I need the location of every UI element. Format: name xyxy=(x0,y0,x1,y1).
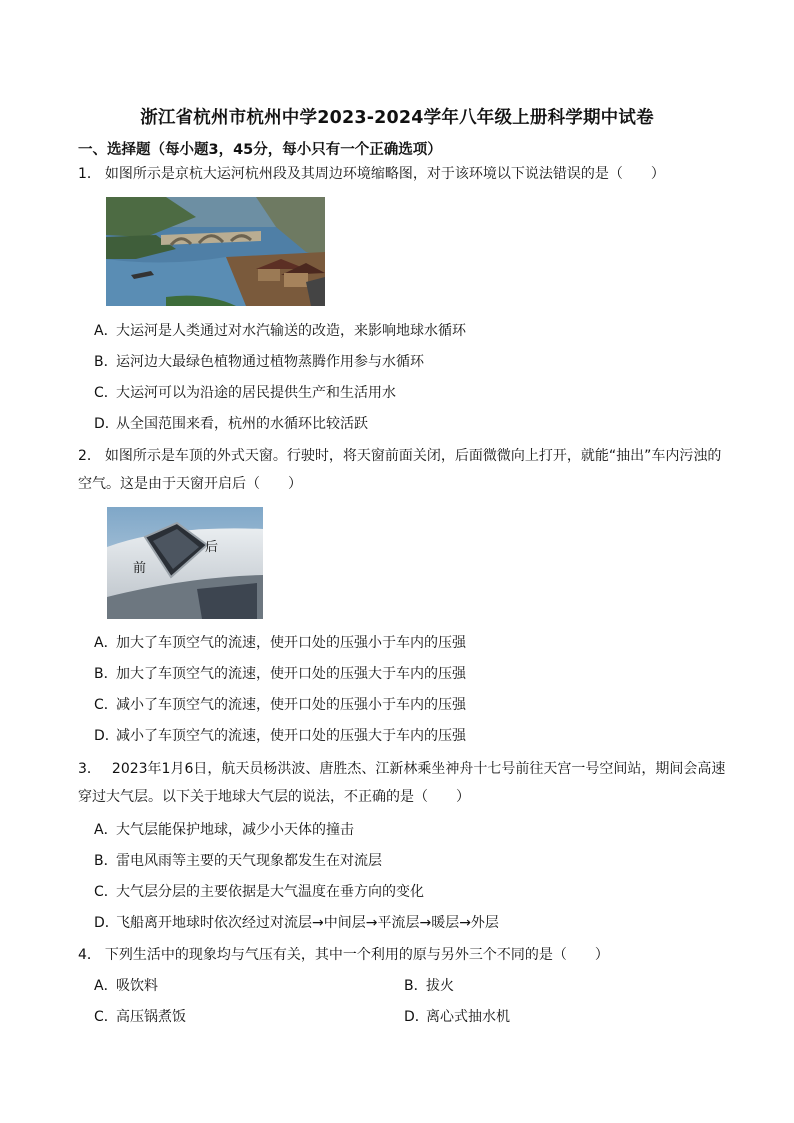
option-label: A． xyxy=(94,635,118,651)
option-text: 飞船离开地球时依次经过对流层→中间层→平流层→暖层→外层 xyxy=(116,915,499,931)
option-3a[interactable] xyxy=(94,819,354,841)
option-text: 减小了车顶空气的流速，使开口处的压强小于车内的压强 xyxy=(116,697,466,713)
question-stem: 2023年1月6日，航天员杨洪波、唐胜杰、江新林乘坐神舟十七号前往天宫一号空间站，期间会高速穿过大气层。以下关于地球大气层的说法，不正确的是（ ） xyxy=(78,761,726,805)
option-label: C． xyxy=(94,385,118,401)
option-3c[interactable] xyxy=(94,881,424,903)
question-stem: 如图所示是车顶的外式天窗。行驶时，将天窗前面关闭，后面微微向上打开，就能“抽出”车内污浊的空气。这是由于天窗开启后（ ） xyxy=(78,448,722,492)
option-label: D． xyxy=(94,728,119,744)
canal-bridge-photo xyxy=(106,197,325,306)
option-text: 高压锅煮饭 xyxy=(116,1009,186,1025)
option-4c[interactable] xyxy=(94,1006,186,1028)
question-number: 3． xyxy=(78,761,94,777)
option-label: C． xyxy=(94,1009,118,1025)
option-label: D． xyxy=(404,1009,429,1025)
exam-title: 浙江省杭州市杭州中学2023-2024学年八年级上册科学期中试卷 xyxy=(140,108,654,128)
option-3b[interactable] xyxy=(94,850,382,872)
option-label: B． xyxy=(94,354,118,370)
option-label: A． xyxy=(94,822,118,838)
option-label: A． xyxy=(94,978,118,994)
option-label: A． xyxy=(94,323,118,339)
option-text: 离心式抽水机 xyxy=(426,1009,510,1025)
option-1b[interactable] xyxy=(94,351,424,373)
option-1a[interactable] xyxy=(94,320,466,342)
option-4d[interactable] xyxy=(404,1006,510,1028)
question-4 xyxy=(78,941,728,969)
option-text: 吸饮料 xyxy=(116,978,158,994)
question-number: 1． xyxy=(78,166,101,182)
option-text: 加大了车顶空气的流速，使开口处的压强小于车内的压强 xyxy=(116,635,466,651)
option-1d[interactable] xyxy=(94,413,368,435)
question-2 xyxy=(78,442,728,498)
option-2c[interactable] xyxy=(94,694,466,716)
option-label: C． xyxy=(94,697,118,713)
car-sunroof-photo xyxy=(107,507,263,619)
option-text: 减小了车顶空气的流速，使开口处的压强大于车内的压强 xyxy=(116,728,466,744)
section-heading: 一、选择题（每小题3，45分，每小只有一个正确选项） xyxy=(78,142,442,158)
sunroof-front-label: 前 xyxy=(133,561,147,576)
question-stem: 下列生活中的现象均与气压有关，其中一个利用的原与另外三个不同的是（ ） xyxy=(104,947,609,963)
question-stem: 如图所示是京杭大运河杭州段及其周边环境缩略图，对于该环境以下说法错误的是（ ） xyxy=(104,166,665,182)
option-label: C． xyxy=(94,884,118,900)
option-text: 大气层分层的主要依据是大气温度在垂方向的变化 xyxy=(116,884,424,900)
option-text: 大气层能保护地球，减少小天体的撞击 xyxy=(116,822,354,838)
option-text: 拔火 xyxy=(426,978,454,994)
option-4a[interactable] xyxy=(94,975,158,997)
option-2d[interactable] xyxy=(94,725,466,747)
option-label: B． xyxy=(94,853,118,869)
question-number: 2． xyxy=(78,448,101,464)
question-1 xyxy=(78,160,728,188)
option-3d[interactable] xyxy=(94,912,499,934)
option-2a[interactable] xyxy=(94,632,466,654)
option-text: 从全国范围来看，杭州的水循环比较活跃 xyxy=(116,416,368,432)
option-text: 大运河可以为沿途的居民提供生产和生活用水 xyxy=(116,385,396,401)
option-text: 雷电风雨等主要的天气现象都发生在对流层 xyxy=(116,853,382,869)
option-4b[interactable] xyxy=(404,975,454,997)
option-label: D． xyxy=(94,915,119,931)
option-label: B． xyxy=(404,978,428,994)
option-label: D． xyxy=(94,416,119,432)
option-text: 大运河是人类通过对水汽输送的改造，来影响地球水循环 xyxy=(116,323,466,339)
option-1c[interactable] xyxy=(94,382,396,404)
option-text: 加大了车顶空气的流速，使开口处的压强大于车内的压强 xyxy=(116,666,466,682)
question-number: 4． xyxy=(78,947,101,963)
option-label: B． xyxy=(94,666,118,682)
option-text: 运河边大最绿色植物通过植物蒸腾作用参与水循环 xyxy=(116,354,424,370)
option-2b[interactable] xyxy=(94,663,466,685)
question-3 xyxy=(78,755,728,811)
sunroof-back-label: 后 xyxy=(205,540,219,555)
